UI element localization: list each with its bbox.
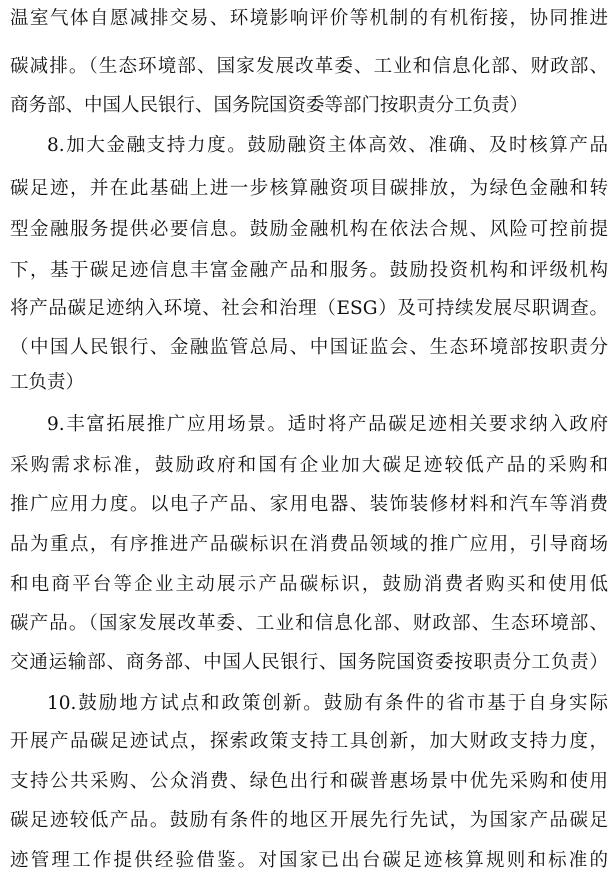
paragraph-line: 采购需求标准，鼓励政府和国有企业加大碳足迹较低产品的采购和 [10, 455, 608, 476]
paragraph-line: 商务部、中国人民银行、国务院国资委等部门按职责分工负责） [10, 95, 529, 116]
paragraph-line: 碳足迹较低产品。鼓励有条件的地区开展先行先试，为国家产品碳足 [10, 810, 608, 831]
paragraph-line: 温室气体自愿减排交易、环境影响评价等机制的有机衔接，协同推进 [10, 8, 608, 29]
paragraph-line: （中国人民银行、金融监管总局、中国证监会、生态环境部按职责分 [10, 337, 608, 358]
paragraph-line: 开展产品碳足迹试点，探索政策支持工具创新，加大财政支持力度， [10, 731, 608, 752]
paragraph-line: 10.鼓励地方试点和政策创新。鼓励有条件的省市基于自身实际 [47, 693, 608, 714]
paragraph-line: 9.丰富拓展推广应用场景。适时将产品碳足迹相关要求纳入政府 [47, 414, 608, 435]
paragraph-line: 型金融服务提供必要信息。鼓励金融机构在依法合规、风险可控前提 [10, 219, 608, 240]
paragraph-line: 交通运输部、商务部、中国人民银行、国务院国资委按职责分工负责） [10, 652, 608, 673]
paragraph-line: 8.加大金融支持力度。鼓励融资主体高效、准确、及时核算产品 [47, 135, 608, 156]
paragraph-line: 碳减排。（生态环境部、国家发展改革委、工业和信息化部、财政部、 [10, 56, 608, 77]
paragraph-line: 下，基于碳足迹信息丰富金融产品和服务。鼓励投资机构和评级机构 [10, 260, 608, 281]
paragraph-line: 碳足迹，并在此基础上进一步核算融资项目碳排放，为绿色金融和转 [10, 178, 608, 199]
paragraph-line: 品为重点，有序推进产品碳标识在消费品领域的推广应用，引导商场 [10, 534, 608, 555]
paragraph-line: 和电商平台等企业主动展示产品碳标识，鼓励消费者购买和使用低 [10, 574, 608, 595]
paragraph-line: 工负责） [10, 372, 85, 393]
paragraph-line: 碳产品。（国家发展改革委、工业和信息化部、财政部、生态环境部、 [10, 613, 608, 634]
paragraph-line: 将产品碳足迹纳入环境、社会和治理（ESG）及可持续发展尽职调查。 [10, 298, 608, 319]
paragraph-line: 迹管理工作提供经验借鉴。对国家已出台碳足迹核算规则和标准的 [10, 850, 608, 871]
paragraph-line: 推广应用力度。以电子产品、家用电器、装饰装修材料和汽车等消费 [10, 494, 608, 515]
paragraph-line: 支持公共采购、公众消费、绿色出行和碳普惠场景中优先采购和使用 [10, 771, 608, 792]
